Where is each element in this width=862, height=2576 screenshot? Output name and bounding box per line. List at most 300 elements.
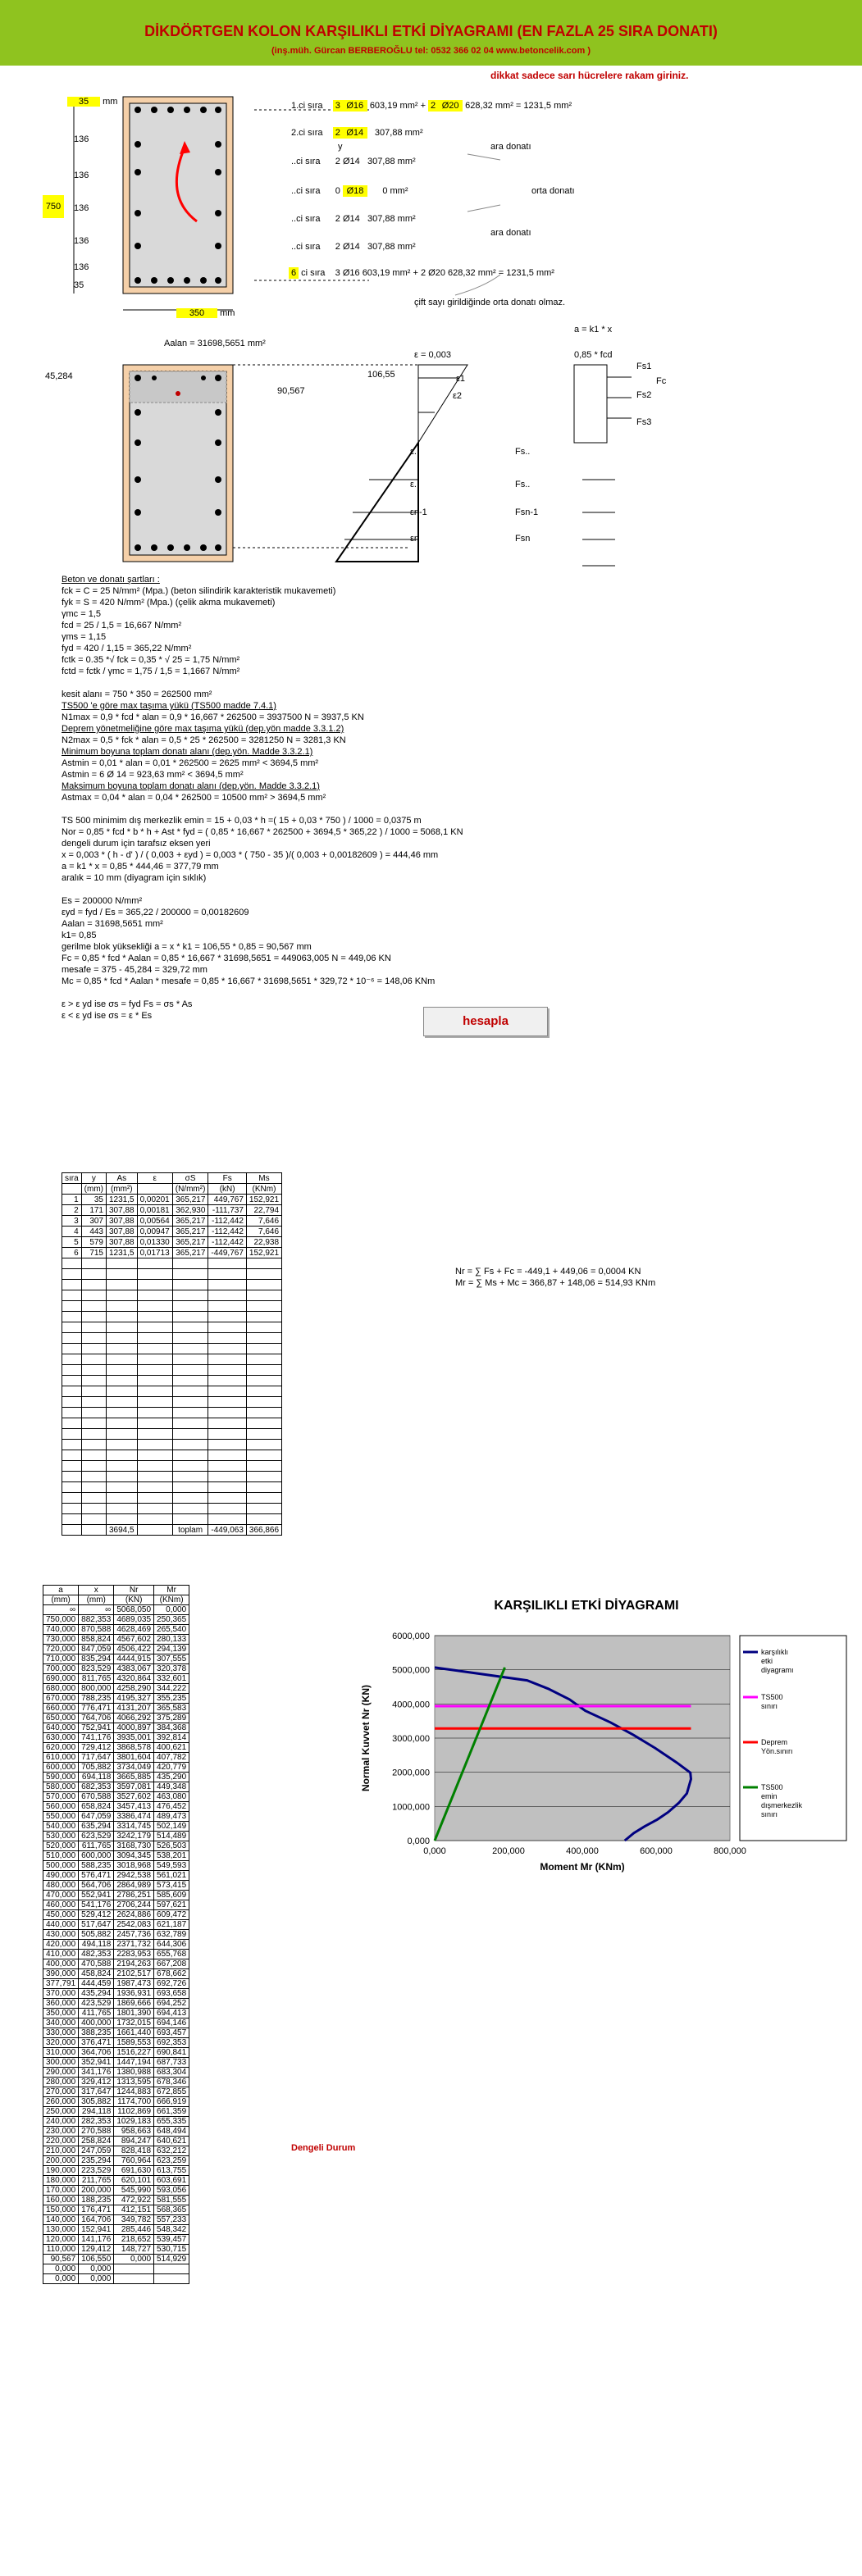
empty-row xyxy=(62,1514,282,1525)
table-cell: 3868,578 xyxy=(114,1743,154,1753)
toplam-label: toplam xyxy=(172,1525,208,1536)
table-cell: 152,941 xyxy=(79,2225,114,2235)
table-cell: 188,235 xyxy=(79,2196,114,2205)
rebar-row-3: ..ci sıra 2 Ø14 307,88 mm² xyxy=(291,157,416,166)
calculation-block xyxy=(62,574,463,1022)
table-cell: 1231,5 xyxy=(107,1195,138,1205)
fs1-label: Fs1 xyxy=(636,362,652,371)
table-cell: 3386,474 xyxy=(114,1812,154,1822)
table-cell: 549,593 xyxy=(154,1861,189,1871)
empty-row xyxy=(62,1397,282,1408)
table-row xyxy=(43,2186,189,2196)
table-cell: 541,176 xyxy=(79,1900,114,1910)
table-cell: 0,000 xyxy=(79,2274,114,2284)
table-cell: 1516,227 xyxy=(114,2048,154,2058)
table-cell: 610,000 xyxy=(43,1753,79,1763)
table-cell: 545,990 xyxy=(114,2186,154,2196)
table-row xyxy=(43,2176,189,2186)
table-row xyxy=(43,1782,189,1792)
table-cell: 3801,604 xyxy=(114,1753,154,1763)
table-cell: 377,791 xyxy=(43,1979,79,1989)
fs3-label: Fs3 xyxy=(636,417,652,427)
table-row xyxy=(43,2117,189,2127)
table-row xyxy=(62,1216,282,1227)
table-cell: 141,176 xyxy=(79,2235,114,2245)
empty-row xyxy=(62,1376,282,1386)
table-row xyxy=(43,1871,189,1881)
table-cell: 365,217 xyxy=(172,1195,208,1205)
table-cell: 110,000 xyxy=(43,2245,79,2255)
table-cell: 258,824 xyxy=(79,2137,114,2146)
table-cell: 1231,5 xyxy=(107,1248,138,1258)
calc-line: Astmin = 6 Ø 14 = 923,63 mm² < 3694,5 mm² xyxy=(62,770,244,780)
empty-row xyxy=(62,1269,282,1280)
calc-line: ε > ε yd ise σs = fyd Fs = σs * As xyxy=(62,999,193,1009)
x-tick-label: 200,000 xyxy=(492,1846,525,1856)
table-cell: 400,000 xyxy=(43,1959,79,1969)
table-cell: 752,941 xyxy=(79,1723,114,1733)
column-unit: (mm²) xyxy=(107,1184,138,1195)
y-tick-label: 5000,000 xyxy=(392,1665,430,1676)
table-cell: 720,000 xyxy=(43,1645,79,1654)
table-cell: 2283,953 xyxy=(114,1950,154,1959)
table-row xyxy=(62,1227,282,1237)
table-row xyxy=(62,1248,282,1258)
table-cell: 341,176 xyxy=(79,2068,114,2078)
empty-row xyxy=(62,1344,282,1354)
table-cell: 630,000 xyxy=(43,1733,79,1743)
empty-row xyxy=(62,1472,282,1482)
table-cell: 958,663 xyxy=(114,2127,154,2137)
table-cell: 635,294 xyxy=(79,1822,114,1832)
table-cell: 2706,244 xyxy=(114,1900,154,1910)
table-cell: 585,609 xyxy=(154,1891,189,1900)
table-cell: 310,000 xyxy=(43,2048,79,2058)
page-title: DİKDÖRTGEN KOLON KARŞILIKLI ETKİ DİYAGRAMI (EN FAZLA 25 SIRA DONATI) xyxy=(144,23,718,39)
column-header: y xyxy=(81,1173,106,1184)
table-cell: 670,588 xyxy=(79,1792,114,1802)
empty-row xyxy=(62,1333,282,1344)
column-header: σS xyxy=(172,1173,208,1184)
table-cell: 160,000 xyxy=(43,2196,79,2205)
table-cell: 557,233 xyxy=(154,2215,189,2225)
table-row xyxy=(43,2009,189,2018)
table-cell: 672,855 xyxy=(154,2087,189,2097)
column-unit: (mm) xyxy=(43,1595,79,1605)
x-tick-label: 800,000 xyxy=(714,1846,746,1856)
empty-row xyxy=(62,1493,282,1504)
table-cell: 152,921 xyxy=(246,1248,281,1258)
width-input[interactable]: 350 xyxy=(176,308,217,318)
table-cell: 609,472 xyxy=(154,1910,189,1920)
table-cell: 294,118 xyxy=(79,2107,114,2117)
table-cell: 588,235 xyxy=(79,1861,114,1871)
table-cell: 412,151 xyxy=(114,2205,154,2215)
table-cell: 526,503 xyxy=(154,1841,189,1851)
table-cell: 490,000 xyxy=(43,1871,79,1881)
total-as: 3694,5 xyxy=(107,1525,138,1536)
eps1-label: ε1 xyxy=(456,374,466,384)
table-cell: 632,789 xyxy=(154,1930,189,1940)
table-cell: 247,059 xyxy=(79,2146,114,2156)
table-cell: 6 xyxy=(62,1248,82,1258)
mr-result: Mr = ∑ Ms + Mc = 366,87 + 148,06 = 514,93 KNm xyxy=(455,1278,656,1288)
table-cell: 435,290 xyxy=(154,1773,189,1782)
table-cell: 564,706 xyxy=(79,1881,114,1891)
calc-line xyxy=(62,803,463,815)
calc-line: TS500 'e göre max taşıma yükü (TS500 madde 7.4.1) xyxy=(62,701,276,711)
table-cell: 870,588 xyxy=(79,1625,114,1635)
table-row xyxy=(43,1684,189,1694)
empty-row xyxy=(62,1386,282,1397)
empty-row xyxy=(62,1440,282,1450)
aalan-label: Aalan = 31698,5651 mm² xyxy=(164,339,266,348)
empty-row xyxy=(62,1280,282,1290)
table-cell: 693,658 xyxy=(154,1989,189,1999)
table-cell: 550,000 xyxy=(43,1812,79,1822)
table-cell: 4689,035 xyxy=(114,1615,154,1625)
table-cell: 760,964 xyxy=(114,2156,154,2166)
legend-entry: karşılıklı xyxy=(761,1648,789,1656)
column-unit: (KNm) xyxy=(246,1184,281,1195)
table-cell: 3018,968 xyxy=(114,1861,154,1871)
table-cell: 290,000 xyxy=(43,2068,79,2078)
table-cell: 620,000 xyxy=(43,1743,79,1753)
column-unit: (kN) xyxy=(208,1184,246,1195)
table-cell: 494,118 xyxy=(79,1940,114,1950)
table-cell: 200,000 xyxy=(79,2186,114,2196)
table-cell: 1987,473 xyxy=(114,1979,154,1989)
table-cell: 4628,469 xyxy=(114,1625,154,1635)
calc-line: mesafe = 375 - 45,284 = 329,72 mm xyxy=(62,965,208,975)
table-cell: 590,000 xyxy=(43,1773,79,1782)
table-cell: 7,646 xyxy=(246,1227,281,1237)
table-cell: 400,621 xyxy=(154,1743,189,1753)
table-cell: 568,365 xyxy=(154,2205,189,2215)
rebar-row-6: ..ci sıra 2 Ø14 307,88 mm² xyxy=(291,242,416,252)
column-header: Ms xyxy=(246,1173,281,1184)
table-cell: 180,000 xyxy=(43,2176,79,2186)
table-cell: 764,706 xyxy=(79,1714,114,1723)
column-header: ε xyxy=(137,1173,172,1184)
calc-line: fck = C = 25 N/mm² (Mpa.) (beton silindirik karakteristik mukavemeti) xyxy=(62,586,336,596)
table-cell: 384,368 xyxy=(154,1723,189,1733)
table-cell: 307,88 xyxy=(107,1205,138,1216)
table-cell: 420,779 xyxy=(154,1763,189,1773)
calc-line: fcd = 25 / 1,5 = 16,667 N/mm² xyxy=(62,621,182,630)
table-row xyxy=(43,1654,189,1664)
table-cell: 658,824 xyxy=(79,1802,114,1812)
table-cell: 129,412 xyxy=(79,2245,114,2255)
table-cell: 561,021 xyxy=(154,1871,189,1881)
table-row xyxy=(43,1891,189,1900)
table-row xyxy=(43,1851,189,1861)
table-cell: 3168,730 xyxy=(114,1841,154,1851)
dim-cover-top[interactable]: 35 xyxy=(67,97,100,107)
table-cell: 710,000 xyxy=(43,1654,79,1664)
nr-result: Nr = ∑ Fs + Fc = -449,1 + 449,06 = 0,0004 KN xyxy=(455,1267,641,1277)
table-row xyxy=(43,2156,189,2166)
table-cell: 152,921 xyxy=(246,1195,281,1205)
fc-label: Fc xyxy=(656,376,667,386)
table-cell: 647,059 xyxy=(79,1812,114,1822)
table-cell: 365,217 xyxy=(172,1237,208,1248)
table-cell: 3665,885 xyxy=(114,1773,154,1782)
table-cell: 430,000 xyxy=(43,1930,79,1940)
table-cell: 1102,869 xyxy=(114,2107,154,2117)
table-cell: 4195,327 xyxy=(114,1694,154,1704)
y-axis-label: Normal Kuvvet Nr (KN) xyxy=(360,1684,372,1792)
table-cell: 282,353 xyxy=(79,2117,114,2127)
table-cell: 443 xyxy=(81,1227,106,1237)
table-row xyxy=(43,2146,189,2156)
table-cell: 3527,602 xyxy=(114,1792,154,1802)
table-row xyxy=(43,1979,189,1989)
table-cell: 407,782 xyxy=(154,1753,189,1763)
interaction-chart xyxy=(320,1619,853,1873)
calc-line: fctk = 0.35 *√ fck = 0,35 * √ 25 = 1,75 N/mm² xyxy=(62,655,240,665)
y-label: y xyxy=(338,142,343,152)
table-cell: 517,647 xyxy=(79,1920,114,1930)
table-cell xyxy=(114,2264,154,2274)
calc-line: Astmax = 0,04 * alan = 0,04 * 262500 = 10500 mm² > 3694,5 mm² xyxy=(62,793,326,803)
legend-entry: emin xyxy=(761,1792,778,1800)
dim-2: 136 xyxy=(74,171,89,180)
total-fs: -449,063 xyxy=(208,1525,246,1536)
table-cell: 1313,595 xyxy=(114,2078,154,2087)
dim-3: 136 xyxy=(74,203,89,213)
table-row xyxy=(43,1763,189,1773)
table-cell: 505,882 xyxy=(79,1930,114,1940)
table-row xyxy=(43,1900,189,1910)
table-row xyxy=(43,1674,189,1684)
table-cell: 307,88 xyxy=(107,1216,138,1227)
table-row xyxy=(43,2245,189,2255)
table-cell: 450,000 xyxy=(43,1910,79,1920)
table-cell: 613,755 xyxy=(154,2166,189,2176)
table-cell: 693,457 xyxy=(154,2028,189,2038)
table-cell: 644,306 xyxy=(154,1940,189,1950)
calc-line: Deprem yönetmeliğine göre max taşıma yükü (dep.yön madde 3.3.1.2) xyxy=(62,724,344,734)
table-cell: 463,080 xyxy=(154,1792,189,1802)
rebar-row-5: ..ci sıra 2 Ø14 307,88 mm² xyxy=(291,214,416,224)
table-cell: 200,000 xyxy=(43,2156,79,2166)
table-cell: 480,000 xyxy=(43,1881,79,1891)
table-cell: 1732,015 xyxy=(114,2018,154,2028)
table-cell: 410,000 xyxy=(43,1950,79,1959)
table-cell: 750,000 xyxy=(43,1615,79,1625)
calc-line xyxy=(62,677,463,689)
table-row xyxy=(43,1802,189,1812)
table-row xyxy=(43,2068,189,2078)
table-cell: 1869,666 xyxy=(114,1999,154,2009)
table-row xyxy=(43,1920,189,1930)
table-cell: 682,353 xyxy=(79,1782,114,1792)
table-row xyxy=(43,2028,189,2038)
table-cell: 530,715 xyxy=(154,2245,189,2255)
table-cell: 355,235 xyxy=(154,1694,189,1704)
table-cell: 700,000 xyxy=(43,1664,79,1674)
table-cell: 1244,883 xyxy=(114,2087,154,2097)
table-cell: 364,706 xyxy=(79,2048,114,2058)
table-cell: 317,647 xyxy=(79,2087,114,2097)
dim-90: 90,567 xyxy=(277,386,305,396)
table-cell: 1801,390 xyxy=(114,2009,154,2018)
table-cell: 3597,081 xyxy=(114,1782,154,1792)
table-cell: 1 xyxy=(62,1195,82,1205)
table-cell: 444,459 xyxy=(79,1979,114,1989)
table-cell: 190,000 xyxy=(43,2166,79,2176)
table-cell: 250,000 xyxy=(43,2107,79,2117)
table-cell: 35 xyxy=(81,1195,106,1205)
calc-line: Fc = 0,85 * fcd * Aalan = 0,85 * 16,667 * 31698,5651 = 449063,005 N = 449,06 KN xyxy=(62,953,391,963)
rebar-row-4: ..ci sıra 0 Ø18 0 mm² xyxy=(291,186,408,196)
table-cell: 858,824 xyxy=(79,1635,114,1645)
calc-line: Minimum boyuna toplam donatı alanı (dep.yön. Madde 3.3.2.1) xyxy=(62,747,313,757)
table-cell: 390,000 xyxy=(43,1969,79,1979)
table-cell: -449,767 xyxy=(208,1248,246,1258)
calc-line: gerilme blok yüksekliği a = x * k1 = 106,55 * 0,85 = 90,567 mm xyxy=(62,942,312,952)
empty-row xyxy=(62,1258,282,1269)
table-cell: 660,000 xyxy=(43,1704,79,1714)
table-row xyxy=(43,1664,189,1674)
table-cell: 573,415 xyxy=(154,1881,189,1891)
table-cell: 22,794 xyxy=(246,1205,281,1216)
table-cell: 538,201 xyxy=(154,1851,189,1861)
table-cell: 350,000 xyxy=(43,2009,79,2018)
table-cell: 400,000 xyxy=(79,2018,114,2028)
table-cell: 1447,194 xyxy=(114,2058,154,2068)
column-header: Mr xyxy=(154,1586,189,1595)
dim-106: 106,55 xyxy=(367,370,395,380)
table-row xyxy=(43,2137,189,2146)
table-cell: 365,217 xyxy=(172,1216,208,1227)
table-cell: 694,413 xyxy=(154,2009,189,2018)
table-row xyxy=(43,1861,189,1871)
table-cell: 352,941 xyxy=(79,2058,114,2068)
table-cell: 300,000 xyxy=(43,2058,79,2068)
table-cell: 270,000 xyxy=(43,2087,79,2097)
dim-1: 136 xyxy=(74,134,89,144)
table-row xyxy=(43,1733,189,1743)
table-cell: 235,294 xyxy=(79,2156,114,2166)
table-cell: 4506,422 xyxy=(114,1645,154,1654)
table-cell: 581,555 xyxy=(154,2196,189,2205)
table-cell: 552,941 xyxy=(79,1891,114,1900)
table-cell: 600,000 xyxy=(79,1851,114,1861)
table-cell: 514,929 xyxy=(154,2255,189,2264)
table-cell: 449,767 xyxy=(208,1195,246,1205)
table-cell: 741,176 xyxy=(79,1733,114,1743)
table-cell: 1661,440 xyxy=(114,2028,154,2038)
table-cell: 148,727 xyxy=(114,2245,154,2255)
calc-line xyxy=(62,987,463,999)
calc-line: ε < ε yd ise σs = ε * Es xyxy=(62,1011,153,1021)
table-cell: 730,000 xyxy=(43,1635,79,1645)
table-cell: 529,412 xyxy=(79,1910,114,1920)
empty-row xyxy=(62,1450,282,1461)
column-header: x xyxy=(79,1586,114,1595)
column-header: sıra xyxy=(62,1173,82,1184)
legend-entry: Deprem xyxy=(761,1738,788,1746)
table-cell: 828,418 xyxy=(114,2146,154,2156)
hesapla-button[interactable]: hesapla xyxy=(423,1007,548,1036)
table-row xyxy=(43,1615,189,1625)
table-cell: 650,000 xyxy=(43,1714,79,1723)
table-cell xyxy=(114,2274,154,2284)
calc-line: N2max = 0,5 * fck * alan = 0,5 * 25 * 262500 = 3281250 N = 3281,3 KN xyxy=(62,735,346,745)
table-cell: 164,706 xyxy=(79,2215,114,2225)
calc-line: Aalan = 31698,5651 mm² xyxy=(62,919,163,929)
empty-row xyxy=(62,1290,282,1301)
table-cell: ∞ xyxy=(43,1605,79,1615)
calc-line: dengeli durum için tarafsız eksen yeri xyxy=(62,839,211,849)
fs-right-3: Fsn-1 xyxy=(515,507,539,517)
table-cell: 690,841 xyxy=(154,2048,189,2058)
orta-donati-label: orta donatı xyxy=(531,186,575,196)
table-cell: 344,222 xyxy=(154,1684,189,1694)
table-row xyxy=(62,1195,282,1205)
table-cell: 120,000 xyxy=(43,2235,79,2245)
calc-line: k1= 0,85 xyxy=(62,931,97,940)
table-row xyxy=(43,2107,189,2117)
calc-line: x = 0,003 * ( h - d' ) / ( 0,003 + εyd ) = 0,003 * ( 750 - 35 )/( 0,003 + 0,00182609 ) = 444,46 mm xyxy=(62,850,439,860)
table-row xyxy=(43,1910,189,1920)
table-row xyxy=(43,1881,189,1891)
table-cell: 423,529 xyxy=(79,1999,114,2009)
dim-4: 136 xyxy=(74,236,89,246)
table-cell: 329,412 xyxy=(79,2078,114,2087)
table-cell: 823,529 xyxy=(79,1664,114,1674)
header-banner xyxy=(0,0,862,66)
table-cell: 500,000 xyxy=(43,1861,79,1871)
table-cell xyxy=(154,2264,189,2274)
table-cell: 0,01713 xyxy=(137,1248,172,1258)
table-cell: 482,353 xyxy=(79,1950,114,1959)
table-row xyxy=(43,2097,189,2107)
table-cell: 365,583 xyxy=(154,1704,189,1714)
table-cell: 0,000 xyxy=(154,1605,189,1615)
table-cell: 4320,864 xyxy=(114,1674,154,1684)
height-input[interactable]: 750 xyxy=(43,195,64,218)
dengeli-durum-label: Dengeli Durum xyxy=(291,2143,356,2153)
table-cell: 520,000 xyxy=(43,1841,79,1851)
table-row xyxy=(43,2127,189,2137)
table-cell: 667,208 xyxy=(154,1959,189,1969)
table-cell: 365,217 xyxy=(172,1227,208,1237)
table-row xyxy=(43,2274,189,2284)
empty-row xyxy=(62,1429,282,1440)
table-cell: 220,000 xyxy=(43,2137,79,2146)
table-cell: 811,765 xyxy=(79,1674,114,1684)
table-cell: 90,567 xyxy=(43,2255,79,2264)
y-tick-label: 4000,000 xyxy=(392,1700,430,1710)
table-row xyxy=(43,1605,189,1615)
table-cell: 580,000 xyxy=(43,1782,79,1792)
legend-entry: Yön.sınırı xyxy=(761,1747,793,1755)
table-row xyxy=(43,2205,189,2215)
y-tick-label: 3000,000 xyxy=(392,1734,430,1744)
table-cell: 0,01330 xyxy=(137,1237,172,1248)
table-row xyxy=(43,1959,189,1969)
table-cell: ∞ xyxy=(79,1605,114,1615)
table-row xyxy=(43,2255,189,2264)
rebar-row-2: 2.ci sıra 2 Ø14 307,88 mm² xyxy=(291,128,423,138)
dim-5: 136 xyxy=(74,262,89,272)
table-cell: 666,919 xyxy=(154,2097,189,2107)
strain-stress-diagram xyxy=(41,328,667,574)
table-cell: 600,000 xyxy=(43,1763,79,1773)
